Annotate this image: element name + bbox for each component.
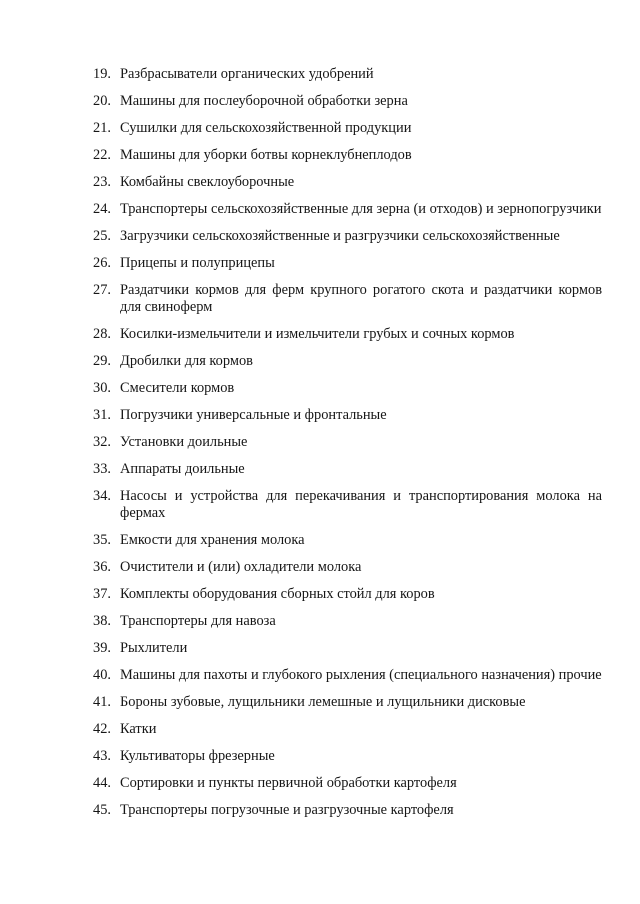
list-item-number: 36.	[93, 559, 111, 575]
list-item-text: Очистители и (или) охладители молока	[120, 559, 362, 575]
list-item-text: Загрузчики сельскохозяйственные и разгрузчики сельскохозяйственные	[120, 228, 560, 244]
list-item	[0, 255, 640, 272]
list-item-number: 27.	[93, 282, 111, 298]
list-item	[0, 407, 640, 424]
list-item-number: 28.	[93, 326, 111, 342]
list-item-number: 39.	[93, 640, 111, 656]
list-item-number: 34.	[93, 488, 111, 504]
list-item-text: Транспортеры сельскохозяйственные для зерна (и отходов) и зернопогрузчики	[120, 201, 602, 217]
list-item-number: 41.	[93, 694, 111, 710]
list-item-number: 22.	[93, 147, 111, 163]
list-item-text: Смесители кормов	[120, 380, 235, 396]
list-item-number: 26.	[93, 255, 111, 271]
list-item	[0, 326, 640, 343]
list-item-text: Рыхлители	[120, 640, 188, 656]
list-item-text: Аппараты доильные	[120, 461, 245, 477]
list-item	[0, 66, 640, 83]
list-item-text: Установки доильные	[120, 434, 248, 450]
list-item-number: 19.	[93, 66, 111, 82]
list-item	[0, 775, 640, 792]
list-item-number: 44.	[93, 775, 111, 791]
list-item-number: 37.	[93, 586, 111, 602]
list-item-number: 33.	[93, 461, 111, 477]
list-item-number: 31.	[93, 407, 111, 423]
list-item	[0, 586, 640, 603]
list-item-number: 32.	[93, 434, 111, 450]
list-item	[0, 613, 640, 630]
list-item-number: 38.	[93, 613, 111, 629]
list-item	[0, 667, 640, 684]
list-item-text: Дробилки для кормов	[120, 353, 253, 369]
list-item-number: 45.	[93, 802, 111, 818]
list-item-number: 43.	[93, 748, 111, 764]
list-item-text: Прицепы и полуприцепы	[120, 255, 275, 271]
list-item-text: Машины для послеуборочной обработки зерна	[120, 93, 408, 109]
list-item-text: Комплекты оборудования сборных стойл для коров	[120, 586, 435, 602]
list-item-text: Емкости для хранения молока	[120, 532, 305, 548]
list-item-number: 23.	[93, 174, 111, 190]
list-item	[0, 488, 640, 522]
list-item	[0, 559, 640, 576]
list-item	[0, 748, 640, 765]
list-item-number: 40.	[93, 667, 111, 683]
list-item-number: 42.	[93, 721, 111, 737]
list-item-text: Насосы и устройства для перекачивания и транспортирования молока на фермах	[120, 488, 602, 521]
list-item-number: 21.	[93, 120, 111, 136]
list-item	[0, 461, 640, 478]
list-item-text: Культиваторы фрезерные	[120, 748, 275, 764]
list-item-number: 25.	[93, 228, 111, 244]
list-item	[0, 380, 640, 397]
list-item-text: Сушилки для сельскохозяйственной продукции	[120, 120, 412, 136]
list-item-text: Бороны зубовые, лущильники лемешные и лущильники дисковые	[120, 694, 526, 710]
list-item-text: Транспортеры для навоза	[120, 613, 276, 629]
list-item	[0, 802, 640, 819]
list-item	[0, 282, 640, 316]
list-item-text: Комбайны свеклоуборочные	[120, 174, 295, 190]
list-item	[0, 120, 640, 137]
machinery-list	[0, 66, 640, 819]
list-item	[0, 353, 640, 370]
list-item-text: Разбрасыватели органических удобрений	[120, 66, 374, 82]
list-item-text: Сортировки и пункты первичной обработки картофеля	[120, 775, 457, 791]
list-item	[0, 694, 640, 711]
list-item-text: Раздатчики кормов для ферм крупного рогатого скота и раздатчики кормов для свиноферм	[120, 282, 602, 315]
list-item-text: Транспортеры погрузочные и разгрузочные картофеля	[120, 802, 454, 818]
list-item	[0, 434, 640, 451]
list-item	[0, 721, 640, 738]
list-item	[0, 532, 640, 549]
list-item-text: Погрузчики универсальные и фронтальные	[120, 407, 387, 423]
list-item	[0, 201, 640, 218]
list-item-number: 20.	[93, 93, 111, 109]
list-item	[0, 640, 640, 657]
list-item	[0, 228, 640, 245]
list-item-number: 30.	[93, 380, 111, 396]
list-item	[0, 147, 640, 164]
list-item-text: Машины для пахоты и глубокого рыхления (специального назначения) прочие	[120, 667, 602, 683]
list-item	[0, 174, 640, 191]
list-item-text: Косилки-измельчители и измельчители грубых и сочных кормов	[120, 326, 515, 342]
list-item-text: Катки	[120, 721, 157, 737]
list-item-number: 29.	[93, 353, 111, 369]
list-item-number: 24.	[93, 201, 111, 217]
list-item-text: Машины для уборки ботвы корнеклубнеплодов	[120, 147, 412, 163]
list-item-number: 35.	[93, 532, 111, 548]
list-item	[0, 93, 640, 110]
